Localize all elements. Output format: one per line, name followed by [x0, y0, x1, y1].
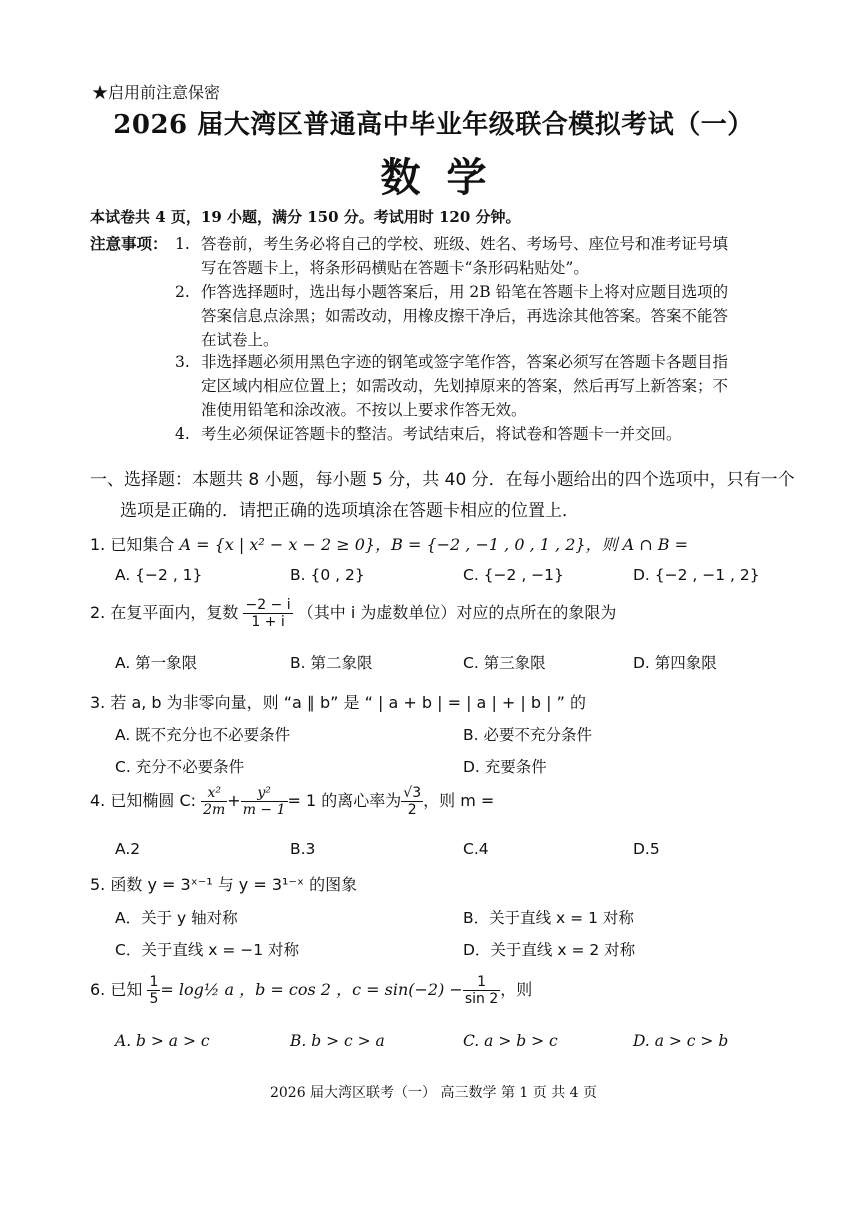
question-4 — [90, 785, 494, 818]
question-number: 1. — [90, 535, 106, 554]
fraction-numerator: 1 — [149, 974, 159, 990]
option-a[interactable]: A. b > a > c — [115, 1032, 210, 1050]
question-3 — [90, 690, 586, 713]
option-a[interactable]: A. {−2 , 1} — [115, 566, 203, 584]
option-b[interactable]: B. b > c > a — [290, 1032, 385, 1050]
question-text: 若 a, b 为非零向量，则 “a ∥ b” 是 “ | a + b | = | a | + | b | ” 的 — [110, 693, 586, 712]
note-line: 准使用铅笔和涂改液。不按以上要求作答无效。 — [201, 401, 527, 419]
question-text: = log½ a ，b = cos 2 ，c = sin(−2) − — [160, 980, 463, 999]
note-number: 1. — [175, 235, 190, 253]
note-number: 3. — [175, 353, 190, 371]
note-item — [175, 232, 728, 280]
option-b[interactable]: B.3 — [290, 840, 316, 858]
note-line: 在试卷上。 — [201, 331, 279, 349]
note-number: 4. — [175, 425, 190, 443]
fraction-denominator: 2m — [203, 802, 226, 818]
question-text: ，则 m = — [423, 791, 495, 810]
option-a[interactable]: A. 第一象限 — [115, 654, 198, 672]
section-heading-cont: 选项是正确的．请把正确的选项填涂在答题卡相应的位置上． — [120, 501, 579, 521]
option-a[interactable]: A．关于 y 轴对称 — [115, 909, 238, 927]
option-a[interactable]: A.2 — [115, 840, 141, 858]
fraction-denominator: 5 — [149, 991, 159, 1007]
option-b[interactable]: B. 必要不充分条件 — [463, 726, 592, 744]
subject-title: 数学 — [380, 154, 513, 201]
fraction — [463, 974, 500, 1007]
note-line: 写在答题卡上，将条形码横贴在答题卡“条形码粘贴处”。 — [201, 259, 589, 277]
question-2 — [90, 597, 616, 630]
note-item — [175, 422, 682, 446]
section-heading: 一、选择题：本题共 8 小题，每小题 5 分，共 40 分．在每小题给出的四个选项中，只有一个 — [90, 470, 795, 490]
question-text: 已知 — [110, 980, 143, 999]
question-text: 已知椭圆 C: — [110, 791, 197, 810]
option-d[interactable]: D. a > c > b — [633, 1032, 729, 1050]
option-b[interactable]: B. 第二象限 — [290, 654, 373, 672]
fraction — [241, 785, 288, 818]
note-line: 作答选择题时，选出每小题答案后，用 2B 铅笔在答题卡上将对应题目选项的 — [201, 283, 729, 301]
fraction-numerator: −2 − i — [245, 597, 291, 613]
fraction-numerator: √3 — [403, 785, 422, 801]
question-6 — [90, 974, 532, 1007]
option-c[interactable]: C. a > b > c — [463, 1032, 558, 1050]
exam-info: 本试卷共 4 页，19 小题，满分 150 分。考试用时 120 分钟。 — [90, 208, 521, 226]
fraction-numerator: x² — [201, 785, 227, 802]
question-text: = 1 的离心率为 — [287, 791, 402, 810]
option-c[interactable]: C. {−2 , −1} — [463, 566, 564, 584]
option-d[interactable]: D. 充要条件 — [463, 758, 547, 776]
note-line: 定区域内相应位置上；如需改动，先划掉原来的答案，然后再写上新答案；不 — [201, 377, 729, 395]
question-number: 3. — [90, 693, 106, 712]
fraction-denominator: m − 1 — [242, 802, 286, 818]
exam-title: 2026 届大湾区普通高中毕业年级联合模拟考试（一） — [113, 110, 754, 140]
option-d[interactable]: D. 第四象限 — [633, 654, 717, 672]
option-b[interactable]: B. {0 , 2} — [290, 566, 365, 584]
fraction-numerator: 1 — [463, 974, 500, 991]
note-line: 非选择题必须用黑色字迹的钢笔或签字笔作答，答案必须写在答题卡各题目指 — [201, 353, 729, 371]
notes-label: 注意事项： — [90, 234, 168, 253]
set-b: ，B = {−2 , −1 , 0 , 1 , 2} — [375, 535, 586, 554]
option-c[interactable]: C. 第三象限 — [463, 654, 546, 672]
note-item — [175, 350, 728, 422]
confidential-label: ★启用前注意保密 — [92, 83, 221, 102]
question-text: 在复平面内，复数 — [110, 603, 239, 622]
question-5 — [90, 872, 357, 895]
option-d[interactable]: D.5 — [633, 840, 660, 858]
fraction — [201, 785, 227, 818]
question-text: ，则 — [500, 980, 533, 999]
fraction — [243, 597, 292, 630]
question-text: 函数 y = 3ˣ⁻¹ 与 y = 3¹⁻ˣ 的图象 — [110, 875, 358, 894]
question-1 — [90, 532, 688, 555]
question-text: 已知集合 — [110, 535, 175, 554]
fraction-denominator: sin 2 — [464, 991, 499, 1007]
note-line: 答案信息点涂黑；如需改动，用橡皮擦干净后，再选涂其他答案。答案不能答 — [201, 307, 729, 325]
option-b[interactable]: B．关于直线 x = 1 对称 — [463, 909, 634, 927]
question-number: 5. — [90, 875, 106, 894]
set-a: A = {x | x² − x − 2 ≥ 0} — [179, 535, 376, 554]
fraction-denominator: 1 + i — [251, 614, 285, 630]
option-d[interactable]: D．关于直线 x = 2 对称 — [463, 941, 636, 959]
option-c[interactable]: C.4 — [463, 840, 489, 858]
question-number: 2. — [90, 603, 106, 622]
question-number: 4. — [90, 791, 106, 810]
note-number: 2. — [175, 283, 190, 301]
option-c[interactable]: C．关于直线 x = −1 对称 — [115, 941, 300, 959]
option-c[interactable]: C. 充分不必要条件 — [115, 758, 245, 776]
note-line: 考生必须保证答题卡的整洁。考试结束后，将试卷和答题卡一并交回。 — [201, 425, 682, 443]
fraction — [401, 785, 423, 818]
plus-sign: + — [227, 791, 241, 810]
fraction-numerator: y² — [241, 785, 288, 802]
question-number: 6. — [90, 980, 106, 999]
fraction — [147, 974, 160, 1007]
option-d[interactable]: D. {−2 , −1 , 2} — [633, 566, 760, 584]
note-line: 答卷前，考生务必将自己的学校、班级、姓名、考场号、座位号和准考证号填 — [201, 235, 729, 253]
fraction-denominator: 2 — [407, 802, 417, 818]
question-text: （其中 i 为虚数单位）对应的点所在的象限为 — [297, 603, 617, 622]
page-footer: 2026 届大湾区联考（一） 高三数学 第 1 页 共 4 页 — [269, 1085, 598, 1101]
question-ask: ，则 A ∩ B = — [585, 535, 689, 554]
note-item — [175, 280, 728, 352]
option-a[interactable]: A. 既不充分也不必要条件 — [115, 726, 291, 744]
